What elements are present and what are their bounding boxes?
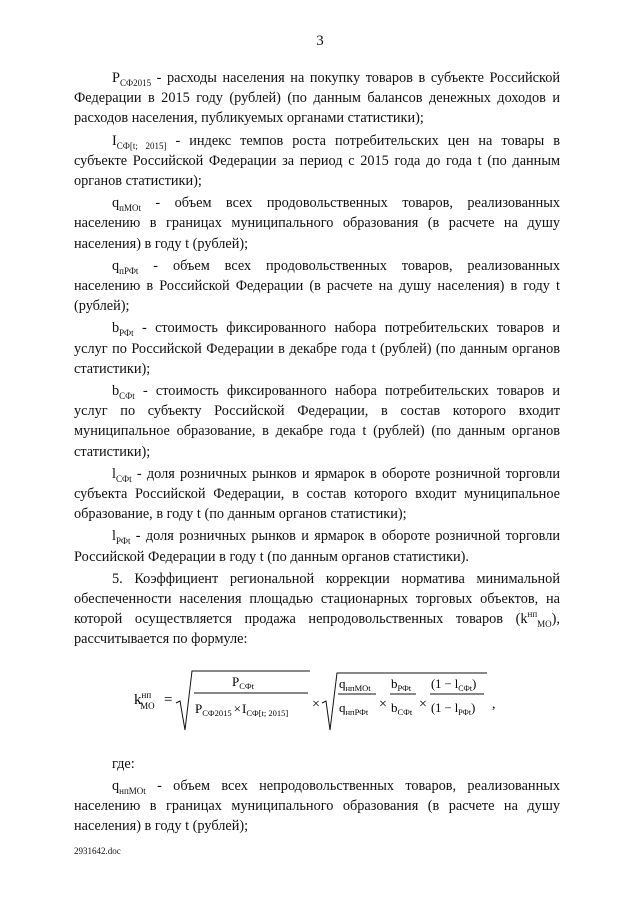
frac2-numerator: $q_{нпМОt}$ <box>339 675 371 693</box>
definition-p-sf2015: $P_{СФ2015}$ - расходы населения на покупку товаров в субъекте Российской Федерации в 2015 году (рублей) (по данным балансов денежных доходов и расходов населения, публикуемых органами статистики); <box>74 70 560 127</box>
formula-lhs: $k^{нп}$ МО <box>134 689 155 711</box>
frac3-numerator: $b_{РФt}$ <box>391 675 412 693</box>
definition-q-prf: $q_{пРФt}$ - объем всех продовольственных товаров, реализованных населению в Российской Федерации (в расчете на душу населения) в году t (рублей); <box>74 257 560 315</box>
section-5-paragraph: 5. Коэффициент региональной коррекции норматива минимальной обеспеченности населения площадью стационарных торговых объектов, на которой осуществляется продажа непродовольственных товаров $(k^{нп}_{МО})$, рассчитывается по формуле: <box>74 570 560 648</box>
frac4-numerator: $(1 - l_{СФt})$ <box>431 676 477 693</box>
coefficient-formula <box>132 668 512 738</box>
formula-block <box>74 668 560 738</box>
symbol-q-prf: $q_{пРФt}$ <box>112 257 139 276</box>
definition-i-sf: $I_{СФ[t; 2015]}$ - индекс темпов роста потребительских цен на товары в субъекте Российской Федерации за период с 2015 года до года t (по данным органов статистики); <box>74 132 560 190</box>
definition-l-rf: $l_{РФt}$ - доля розничных рынков и ярмарок в обороте розничной торговли Российской Федерации в году t (по данным органов статистики). <box>74 528 560 565</box>
frac4-denominator: $(1 - l_{РФt})$ <box>431 700 476 717</box>
frac2-denominator: $q_{нпРФt}$ <box>339 699 369 717</box>
sqrt-sign-2 <box>322 673 487 730</box>
symbol-l-sf: $l_{СФt}$ <box>112 465 132 484</box>
definition-l-sf: $l_{СФt}$ - доля розничных рынков и ярмарок в обороте розничной торговли субъекта Российской Федерации, в состав которого входит муниципальное образование, в году t (по данным органов статистики); <box>74 465 560 523</box>
frac1-denominator: $P_{СФ2015} \times I_{СФ[t; 2015]}$ <box>195 700 289 718</box>
definition-b-rf: $b_{РФt}$ - стоимость фиксированного набора потребительских товаров и услуг по Российской Федерации в декабре года t (рублей) (по данным органов статистики); <box>74 320 560 377</box>
symbol-q-pmo: $q_{пМОt}$ <box>112 195 141 214</box>
page-number: 3 <box>316 33 324 49</box>
symbol-l-rf: $l_{РФt}$ <box>112 528 131 547</box>
definition-q-npmo: $q_{нпМОt}$ - объем всех непродовольственных товаров, реализованных населению в границах муниципального образования (в расчете на душу населения) в году t (рублей); <box>74 777 560 835</box>
symbol-p-sf2015: $P_{СФ2015}$ <box>112 70 152 88</box>
frac1-numerator: $P_{СФt}$ <box>232 673 254 691</box>
formula-times-1: × <box>312 696 320 712</box>
symbol-q-npmo: $q_{нпМОt}$ <box>112 777 146 796</box>
formula-times-2: × <box>379 696 387 712</box>
symbol-k-mo-inline: $k^{нп}_{МО}$ <box>520 609 552 630</box>
frac3-denominator: $b_{СФt}$ <box>391 699 413 717</box>
where-label: где: <box>112 755 135 772</box>
definition-b-sf: $b_{СФt}$ - стоимость фиксированного набора потребительских товаров и услуг по субъекту Российской Федерации, в состав которого входит муниципальное образование, в декабре года t (рублей) (по данным органов статистики); <box>74 383 560 460</box>
symbol-b-rf: $b_{РФt}$ <box>112 320 134 339</box>
definition-q-pmo: $q_{пМОt}$ - объем всех продовольственных товаров, реализованных населению в границах муниципального образования (в расчете на душу населения) в году t (рублей); <box>74 195 560 252</box>
formula-comma: , <box>492 696 496 712</box>
footer-filename: 2931642.doc <box>74 846 121 856</box>
formula-equals: = <box>164 691 173 708</box>
document-body <box>74 68 560 837</box>
symbol-b-sf: $b_{СФt}$ <box>112 383 135 401</box>
formula-times-3: × <box>419 696 427 712</box>
symbol-i-sf: $I_{СФ[t; 2015]}$ <box>112 132 167 151</box>
